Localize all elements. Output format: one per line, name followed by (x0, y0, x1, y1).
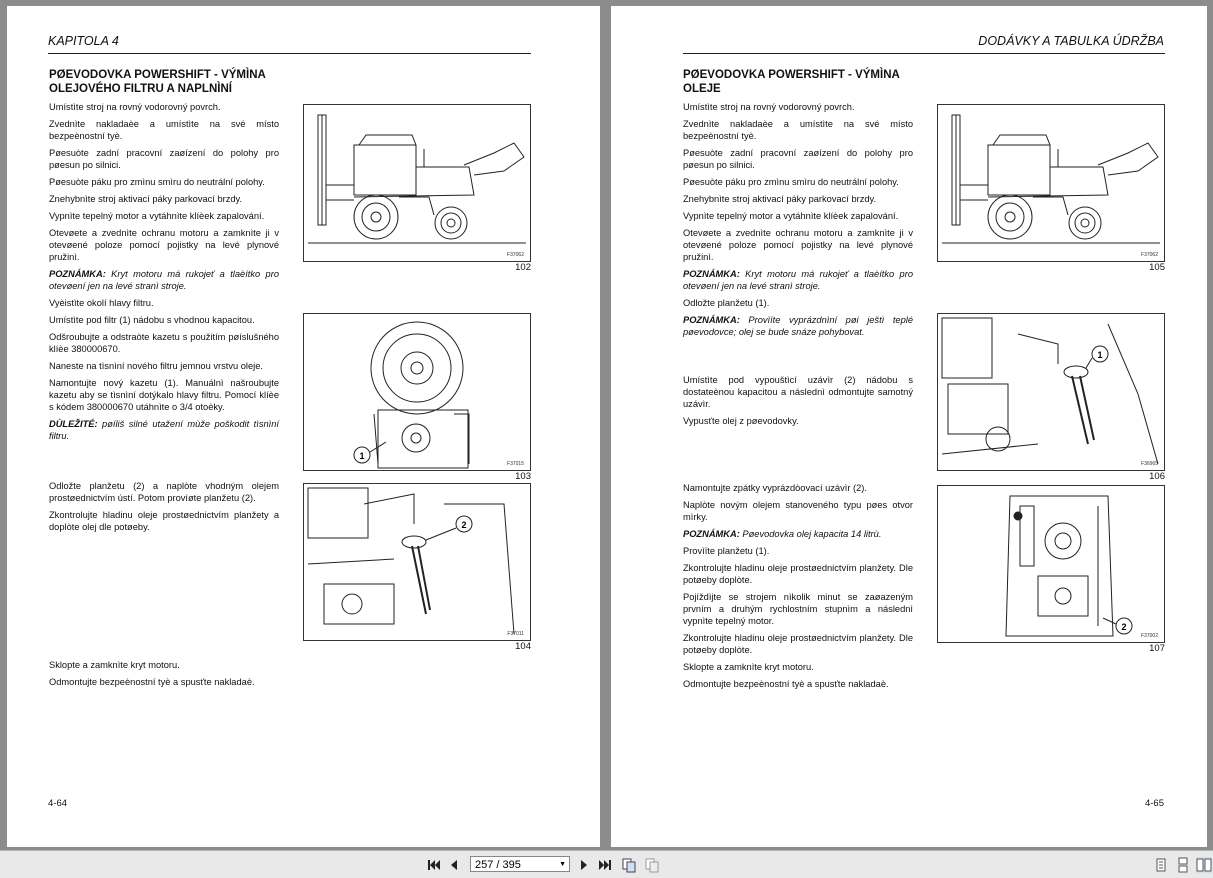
chevron-down-icon: ▼ (559, 861, 566, 868)
paragraph: Sklopte a zamknìte kryt motoru. (683, 662, 814, 672)
paragraph: Vyèistìte okolí hlavy filtru. (49, 298, 154, 308)
paragraph: Vypnìte tepelný motor a vytáhnìte klíèek zapalování. (49, 211, 265, 221)
section-title: PØEVODOVKA POWERSHIFT - VÝMÌNA OLEJOVÉHO FILTRU A NAPLNÌNÍ (49, 69, 266, 95)
note-text: Pøevodovka olej kapacita 14 litrù. (739, 529, 882, 539)
paragraph: Odmontujte bezpeènostní tyè a spusťte nakladaè. (683, 679, 889, 689)
warning-note (49, 418, 279, 442)
instructions-block-1 (683, 101, 913, 343)
callout-2: 2 (461, 520, 467, 530)
paragraph: Otevøete a zvednìte ochranu motoru a zamknìte ji v otevøené poloze pomocí pojistky na levé plynové pružinì. (683, 228, 913, 262)
two-page-icon[interactable] (1196, 857, 1212, 873)
note-text: Kryt motoru má rukojeť a tlaèítko pro otevøení jen na levé stranì stroje. (683, 269, 913, 291)
dipstick-illustration (938, 314, 1164, 470)
first-page-icon[interactable] (426, 857, 442, 873)
section-title: PØEVODOVKA POWERSHIFT - VÝMÌNA OLEJE (683, 69, 900, 95)
backhoe-loader-illustration (938, 105, 1164, 261)
next-page-icon[interactable] (576, 857, 592, 873)
figure-number: 107 (1149, 643, 1165, 654)
figure-code: F37002 (1141, 633, 1158, 639)
fit-icon[interactable] (644, 857, 660, 873)
paragraph: Vypusťte olej z pøevodovky. (683, 416, 799, 426)
paragraph: Pøesuòte zadní pracovní zaøízení do polohy pro pøesun po silnici. (683, 148, 913, 170)
instructions-block-2 (683, 374, 913, 432)
figure-number: 103 (515, 471, 531, 482)
callout-2: 2 (1121, 622, 1127, 632)
note-label: POZNÁMKA: (683, 529, 740, 539)
dipstick-removal-figure (937, 313, 1165, 471)
transmission-housing-illustration (938, 486, 1164, 642)
page-indicator: 257 / 395 (475, 859, 521, 871)
right-page (611, 6, 1207, 847)
paragraph: Znehybnìte stroj aktivací páky parkovací brzdy. (49, 194, 243, 204)
note (683, 528, 913, 540)
facing-page-icon[interactable] (1175, 857, 1191, 873)
figure-code: F37011 (507, 631, 524, 637)
note-text: Kryt motoru má rukojeť a tlaèítko pro otevøení jen na levé stranì stroje. (49, 269, 279, 291)
transmission-illustration (304, 314, 530, 470)
paragraph: Naplòte novým olejem stanoveného typu pøes otvor mìrky. (683, 500, 913, 522)
drain-plug-figure (937, 485, 1165, 643)
callout-1: 1 (1097, 350, 1103, 360)
backhoe-loader-illustration (304, 105, 530, 261)
paragraph: Zvednìte nakladaèe a umístìte na své místo bezpeènostní tyè. (49, 119, 279, 141)
paragraph: Umístìte pod filtr (1) nádobu s vhodnou kapacitou. (49, 315, 255, 325)
paragraph: Odložte planžetu (2) a naplòte vhodným olejem prostøednictvím ústí. Potom provìøte planžetu (2). (49, 481, 279, 503)
prev-page-icon[interactable] (446, 857, 462, 873)
paragraph: Pojíždìjte se strojem nìkolik minut se zaøazeným prvním a druhým rychlostním stupnìm a následnì vypnìte tepelný motor. (683, 592, 913, 626)
instructions-block-1 (49, 101, 279, 447)
paragraph: Zkontrolujte hladinu oleje prostøednictvím planžety a doplòte olej dle potøeby. (49, 510, 279, 532)
backhoe-loader-figure (303, 104, 531, 262)
paragraph: Umístìte stroj na rovný vodorovný povrch. (683, 102, 855, 112)
paragraph: Naneste na tìsnìní nového filtru jemnou vrstvu oleje. (49, 361, 263, 371)
chapter-header: DODÁVKY A TABULKA ÚDRŽBA (978, 34, 1164, 48)
figure-code: F37062 (1141, 252, 1158, 258)
figure-number: 102 (515, 262, 531, 273)
figure-number: 105 (1149, 262, 1165, 273)
paragraph: Umístìte pod vypouštìcí uzávìr (2) nádobu s dostateènou kapacitou a následnì odmontujte samotný uzávìr. (683, 375, 913, 409)
viewer-toolbar (0, 850, 1213, 878)
note (683, 268, 913, 292)
note (49, 268, 279, 292)
figure-code: F36965 (1141, 461, 1158, 467)
note-label: DÙLEŽITÉ: (49, 419, 98, 429)
callout-1: 1 (359, 451, 365, 461)
note-label: POZNÁMKA: (683, 269, 740, 279)
last-page-icon[interactable] (597, 857, 613, 873)
dipstick-illustration (304, 484, 530, 640)
left-page (7, 6, 600, 847)
header-rule (48, 53, 531, 54)
note-text: pøíliš silné utažení mùže poškodit tìsnìní filtru. (49, 419, 279, 441)
transmission-filter-figure (303, 313, 531, 471)
instructions-block-3 (683, 482, 913, 695)
figure-number: 104 (515, 641, 531, 652)
paragraph: Odložte planžetu (1). (683, 298, 770, 308)
page-number-select[interactable] (470, 856, 570, 872)
figure-number: 106 (1149, 471, 1165, 482)
paragraph: Otevøete a zvednìte ochranu motoru a zamknìte ji v otevøené poloze pomocí pojistky na levé plynové pružinì. (49, 228, 279, 262)
backhoe-loader-figure (937, 104, 1165, 262)
paragraph: Znehybnìte stroj aktivací páky parkovací brzdy. (683, 194, 877, 204)
paragraph: Odmontujte bezpeènostní tyè a spusťte nakladaè. (49, 677, 255, 687)
paragraph: Odšroubujte a odstraòte kazetu s použitím pøíslušného klíèe 380000670. (49, 332, 279, 354)
page-number: 4-65 (1144, 798, 1164, 809)
paragraph: Pøesuòte páku pro zmìnu smìru do neutrální polohy. (49, 177, 265, 187)
header-rule (683, 53, 1165, 54)
chapter-header: KAPITOLA 4 (48, 34, 119, 48)
instructions-block-2 (49, 480, 279, 538)
note-label: POZNÁMKA: (683, 315, 740, 325)
paragraph: Vypnìte tepelný motor a vytáhnìte klíèek zapalování. (683, 211, 899, 221)
paragraph: Zkontrolujte hladinu oleje prostøednictvím planžety. Dle potøeby doplòte. (683, 633, 913, 655)
page-number: 4-64 (48, 798, 68, 809)
figure-code: F37062 (507, 252, 524, 258)
paragraph: Namontujte zpátky vyprázdòovací uzávìr (2). (683, 483, 867, 493)
note-text: Provìïte vyprázdnìní pøi ještì teplé pøevodovce; olej se bude snáze pohybovat. (683, 315, 913, 337)
paragraph: Provìïte planžetu (1). (683, 546, 770, 556)
paragraph: Zkontrolujte hladinu oleje prostøednictvím planžety. Dle potøeby doplòte. (683, 563, 913, 585)
instructions-block-3 (49, 659, 279, 693)
continuous-facing-icon[interactable] (621, 857, 637, 873)
figure-code: F37015 (507, 461, 524, 467)
dipstick-figure (303, 483, 531, 641)
paragraph: Pøesuòte páku pro zmìnu smìru do neutrální polohy. (683, 177, 899, 187)
paragraph: Zvednìte nakladaèe a umístìte na své místo bezpeènostní tyè. (683, 119, 913, 141)
single-page-icon[interactable] (1153, 857, 1169, 873)
note-label: POZNÁMKA: (49, 269, 106, 279)
paragraph: Pøesuòte zadní pracovní zaøízení do polohy pro pøesun po silnici. (49, 148, 279, 170)
paragraph: Sklopte a zamknìte kryt motoru. (49, 660, 180, 670)
paragraph: Umístìte stroj na rovný vodorovný povrch. (49, 102, 221, 112)
note (683, 314, 913, 338)
paragraph: Namontujte nový kazetu (1). Manuálnì našroubujte kazetu aby se tìsnìní dotýkalo hlavy filtru. Pomocí klíèe s kódem 380000670 utáhnìte o 3/4 otoèky. (49, 378, 279, 412)
